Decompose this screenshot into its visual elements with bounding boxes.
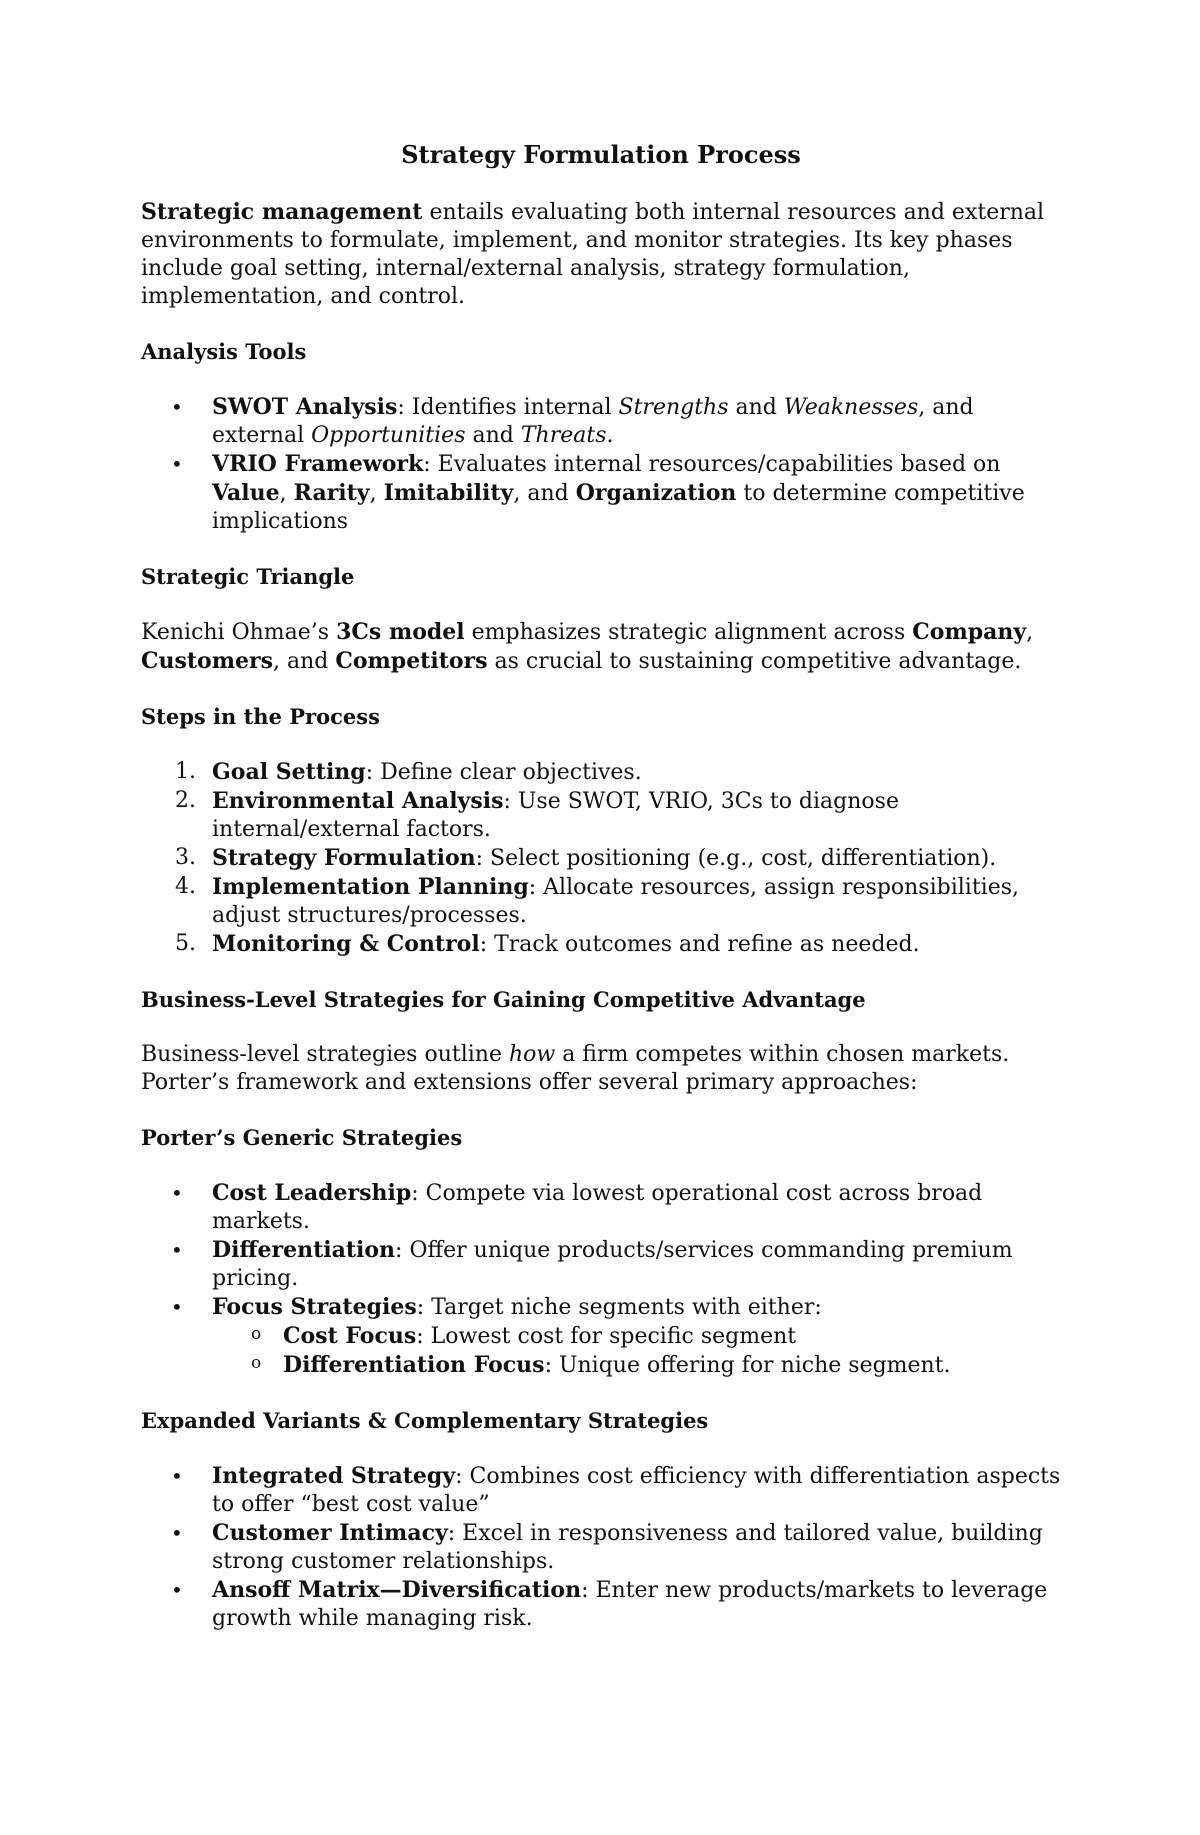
porter-list bbox=[141, 1179, 1061, 1380]
document-title: Strategy Formulation Process bbox=[401, 140, 801, 169]
sub-list-item: o Differentiation Focus: Unique offering for niche segment. bbox=[212, 1351, 1061, 1380]
list-item: • Ansoff Matrix—Diversification: Enter new products/markets to leverage growth while managing risk. bbox=[141, 1576, 1061, 1633]
expanded-list bbox=[141, 1462, 1061, 1633]
analysis-tools-list bbox=[141, 393, 1061, 536]
document-page bbox=[141, 140, 1061, 1660]
list-item: • Focus Strategies: Target niche segments with either: o Cost Focus: Lowest cost for specific segment o Differentiation Focus: Unique offering for niche segment. bbox=[141, 1293, 1061, 1380]
swot-label: SWOT Analysis bbox=[212, 394, 398, 420]
list-item: 4. Implementation Planning: Allocate resources, assign responsibilities, adjust structures/processes. bbox=[175, 874, 1020, 928]
list-item: 1. Goal Setting: Define clear objectives. bbox=[175, 759, 642, 785]
list-item: 3. Strategy Formulation: Select positioning (e.g., cost, differentiation). bbox=[175, 845, 997, 871]
list-item: • Differentiation: Offer unique products/services commanding premium pricing. bbox=[141, 1236, 1061, 1293]
steps-list bbox=[141, 758, 1061, 959]
expanded-heading: Expanded Variants & Complementary Strategies bbox=[141, 1408, 709, 1433]
intro-text: entails evaluating both internal resources and external environments to formulate, implement, and monitor strategies. Its key phases include goal setting, internal/external analysis, strategy formulation, implementation, and control. bbox=[141, 200, 1045, 309]
steps-heading: Steps in the Process bbox=[141, 704, 380, 729]
analysis-tools-heading: Analysis Tools bbox=[141, 339, 307, 364]
strategic-triangle-heading: Strategic Triangle bbox=[141, 564, 355, 589]
intro-paragraph bbox=[141, 198, 1061, 311]
triangle-paragraph: Kenichi Ohmae’s 3Cs model emphasizes strategic alignment across Company, Customers, and Competitors as crucial to sustaining competitive advantage. bbox=[141, 619, 1034, 674]
business-level-heading: Business-Level Strategies for Gaining Competitive Advantage bbox=[141, 987, 866, 1012]
list-item: 2. Environmental Analysis: Use SWOT, VRIO, 3Cs to diagnose internal/external factors. bbox=[175, 788, 899, 842]
sub-list-item: o Cost Focus: Lowest cost for specific segment bbox=[212, 1322, 1061, 1351]
business-level-paragraph: Business-level strategies outline how a firm competes within chosen markets. Porter’s framework and extensions offer several primary approaches: bbox=[141, 1042, 1010, 1095]
focus-sublist bbox=[212, 1322, 1061, 1380]
intro-term: Strategic management bbox=[141, 199, 423, 225]
porter-heading: Porter’s Generic Strategies bbox=[141, 1125, 463, 1150]
list-item: • Customer Intimacy: Excel in responsiveness and tailored value, building strong customer relationships. bbox=[141, 1519, 1061, 1576]
list-item: • Cost Leadership: Compete via lowest operational cost across broad markets. bbox=[141, 1179, 1061, 1236]
vrio-label: VRIO Framework bbox=[212, 451, 424, 477]
list-item: • Integrated Strategy: Combines cost efficiency with differentiation aspects to offer “best cost value” bbox=[141, 1462, 1061, 1519]
list-item: 5. Monitoring & Control: Track outcomes and refine as needed. bbox=[175, 931, 920, 957]
list-item: • SWOT Analysis: Identifies internal Strengths and Weaknesses, and external Opportunities and Threats. bbox=[141, 393, 1061, 450]
list-item: • VRIO Framework: Evaluates internal resources/capabilities based on Value, Rarity, Imitability, and Organization to determine competitive implications bbox=[141, 450, 1061, 536]
